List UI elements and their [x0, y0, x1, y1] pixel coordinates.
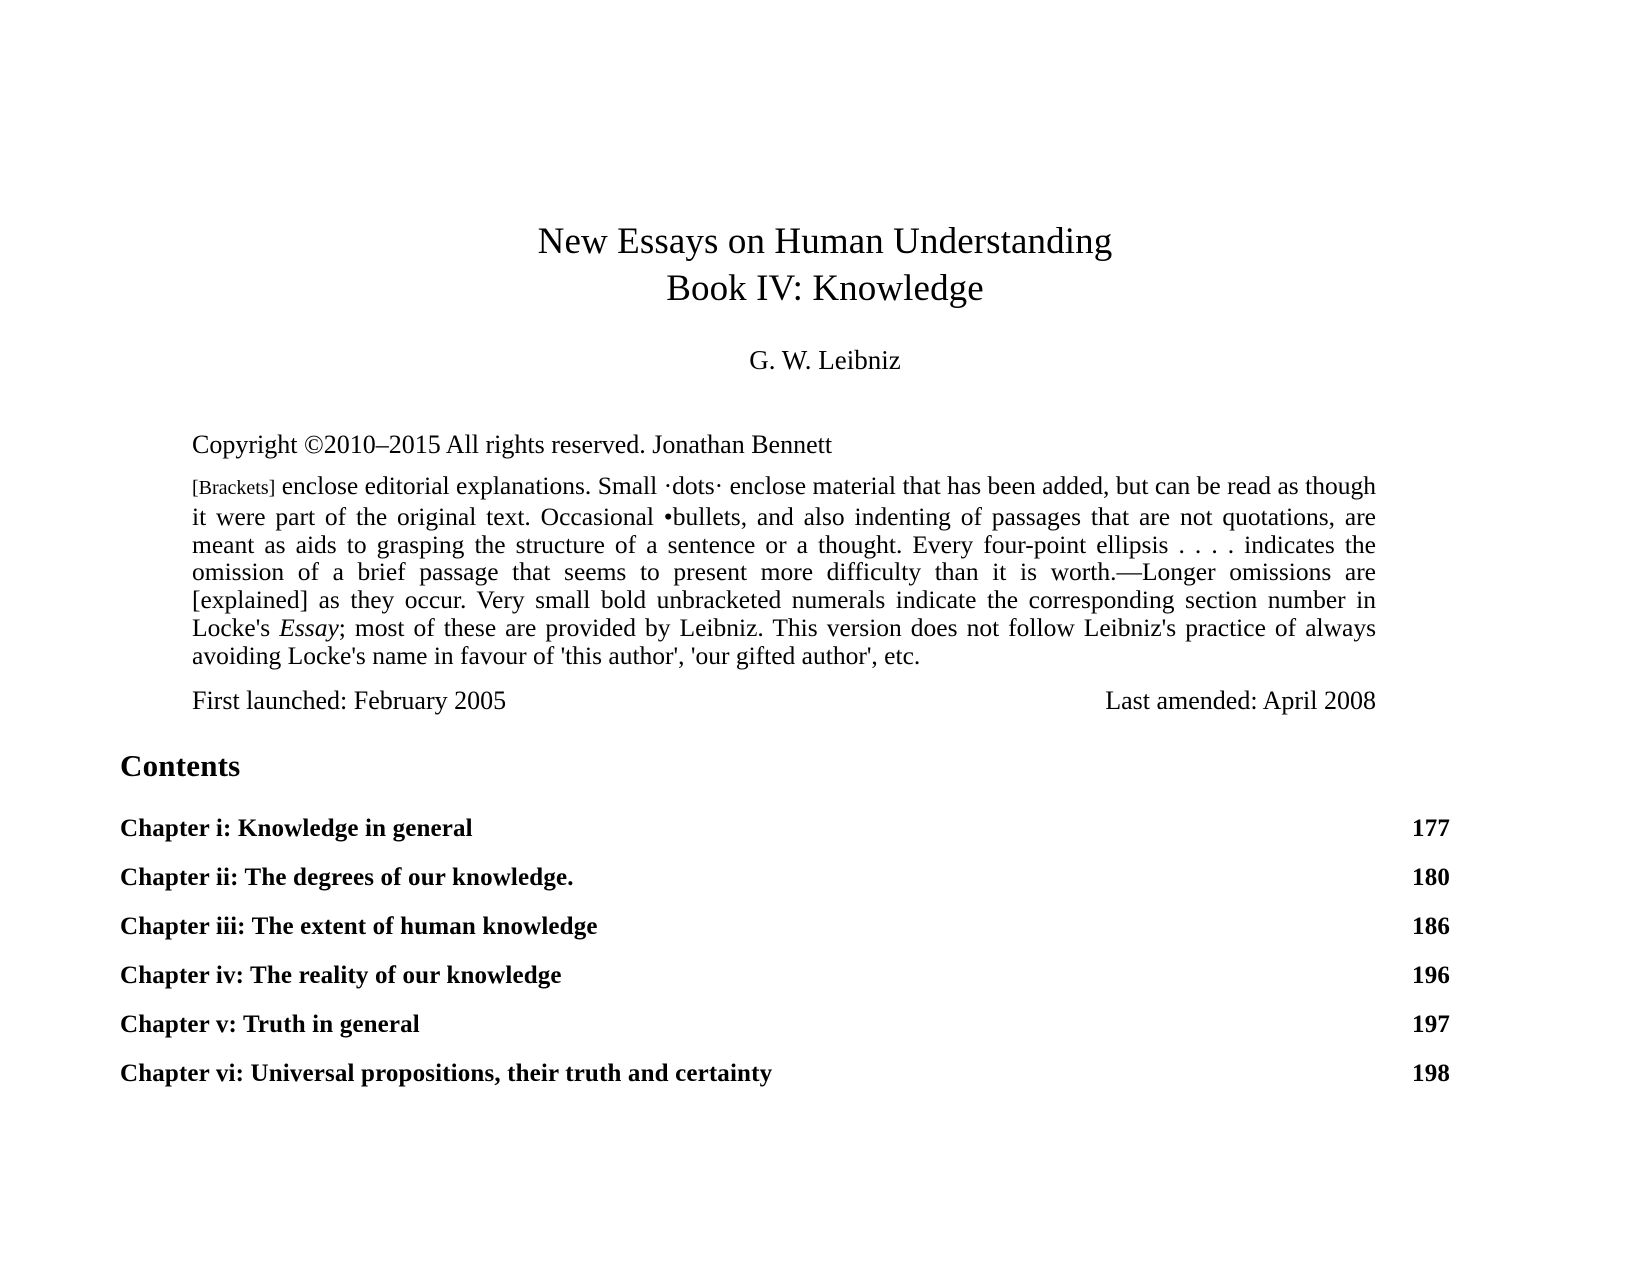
- toc-entry-label: Chapter iii: The extent of human knowledge: [120, 913, 598, 940]
- editorial-note-essay-title: Essay: [279, 612, 339, 642]
- toc-entry-chapter-i[interactable]: [120, 804, 1450, 853]
- toc-entry-chapter-v[interactable]: [120, 1000, 1450, 1049]
- toc-entry-page-number: 197: [1412, 1011, 1450, 1038]
- toc-entry-chapter-vi[interactable]: [120, 1049, 1450, 1098]
- contents-heading: Contents: [120, 748, 241, 783]
- editorial-note-brackets-term: [Brackets]: [192, 477, 276, 499]
- first-launched-date: First launched: February 2005: [192, 685, 507, 715]
- last-amended-date: Last amended: April 2008: [1105, 685, 1376, 715]
- document-author: G. W. Leibniz: [749, 345, 901, 375]
- toc-entry-label: Chapter iv: The reality of our knowledge: [120, 962, 562, 989]
- toc-entry-label: Chapter v: Truth in general: [120, 1011, 420, 1038]
- toc-entry-label: Chapter vi: Universal propositions, their truth and certainty: [120, 1060, 773, 1087]
- document-title-block: [0, 218, 1650, 312]
- front-matter: [192, 428, 1376, 718]
- toc-entry-page-number: 180: [1412, 864, 1450, 891]
- toc-entry-page-number: 198: [1412, 1060, 1450, 1087]
- editorial-note-body: enclose editorial explanations. Small ·dots· enclose material that has been added, but can be read as though it were part of the original text. Occasional •bullets, and also indenting of passages that are not quotations, are meant as aids to grasping the structure of a sentence or a thought. Every four-point ellipsis . . . . indicates the omission of a brief passage that seems to present more difficulty than it is worth.—Longer omissions are [explained] as they occur. Very small bold unbracketed numerals indicate the corresponding section number in Locke's: [192, 471, 1376, 642]
- copyright-line: Copyright ©2010–2015 All rights reserved. Jonathan Bennett: [192, 430, 833, 459]
- toc-entry-page-number: 196: [1412, 962, 1450, 989]
- document-title-line-1: New Essays on Human Understanding: [537, 221, 1113, 262]
- editorial-note-body-end: ; most of these are provided by Leibniz. This version does not follow Leibniz's practice of always avoiding Locke's name in favour of 'this author', 'our gifted author', etc.: [192, 612, 1377, 670]
- editorial-note: [192, 472, 1376, 670]
- toc-entry-chapter-iv[interactable]: [120, 951, 1450, 1000]
- toc-entry-page-number: 177: [1412, 815, 1450, 842]
- toc-entry-chapter-iii[interactable]: [120, 902, 1450, 951]
- toc-entry-label: Chapter ii: The degrees of our knowledge.: [120, 864, 574, 891]
- toc-entry-page-number: 186: [1412, 913, 1450, 940]
- document-title-line-2: Book IV: Knowledge: [666, 268, 984, 309]
- publication-dates: [192, 684, 1376, 718]
- table-of-contents: [120, 804, 1450, 1098]
- toc-entry-chapter-ii[interactable]: [120, 853, 1450, 902]
- toc-entry-label: Chapter i: Knowledge in general: [120, 815, 473, 842]
